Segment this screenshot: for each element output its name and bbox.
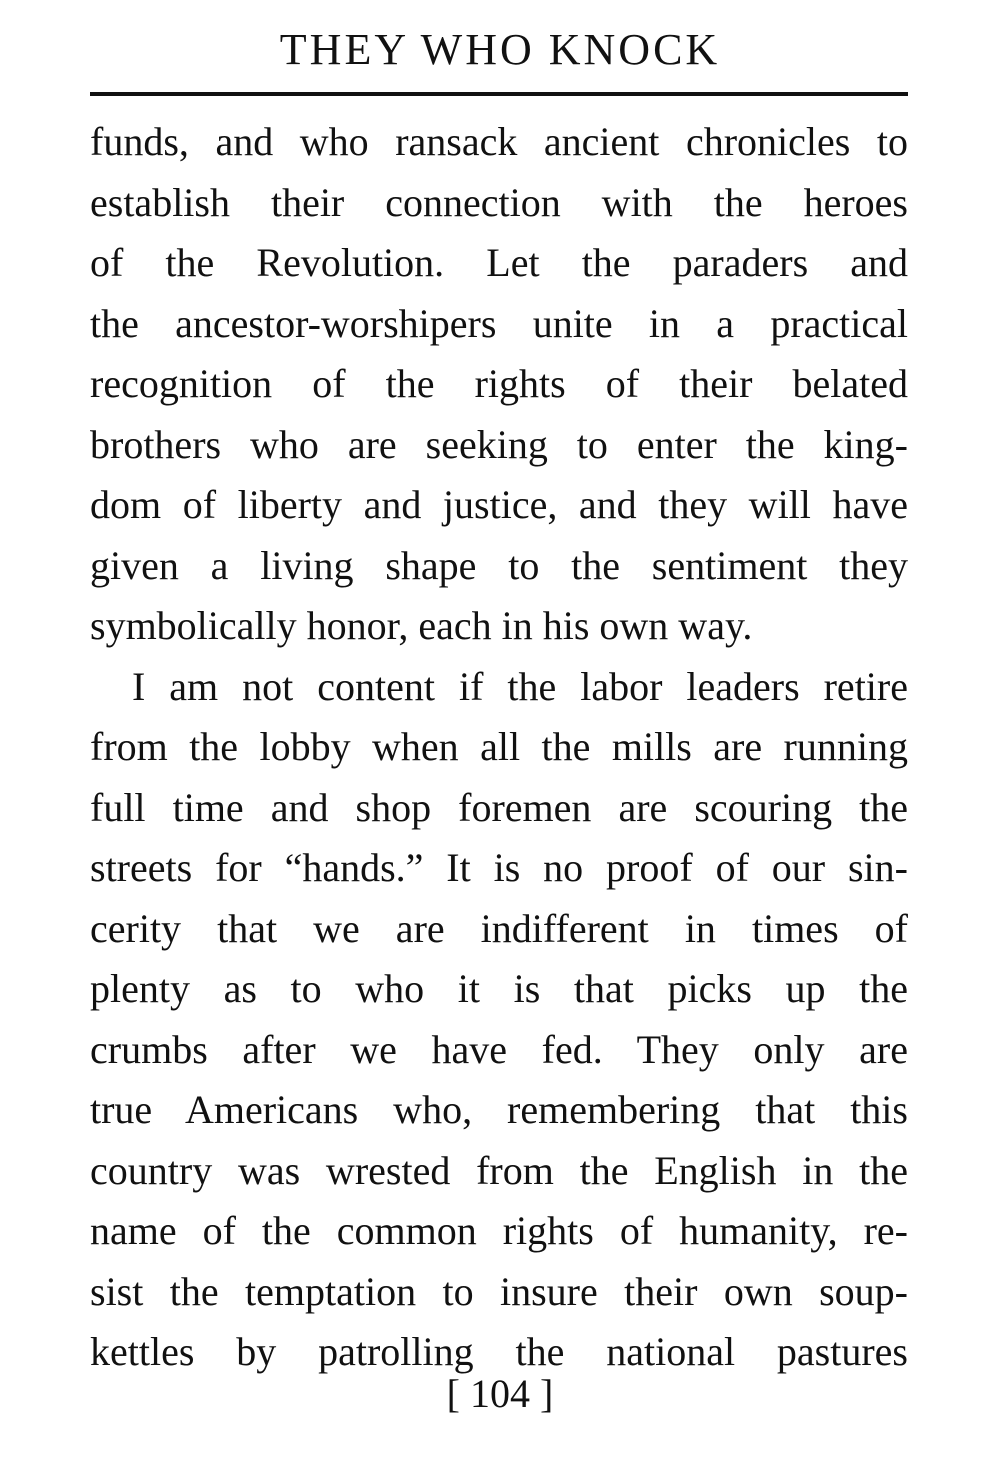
header-rule xyxy=(90,92,908,96)
text-line: brothers who are seeking to enter the king- xyxy=(90,421,908,467)
paragraph-2 xyxy=(90,657,908,1383)
paragraph-1 xyxy=(90,112,908,657)
running-head: THEY WHO KNOCK xyxy=(279,25,721,74)
text-line: country was wrested from the English in the xyxy=(90,1147,908,1193)
text-line: funds, and who ransack ancient chronicles to xyxy=(90,119,908,164)
text-line: sist the temptation to insure their own soup- xyxy=(90,1268,908,1314)
text-line: cerity that we are indifferent in times of xyxy=(90,905,908,951)
text-line: the ancestor-worshipers unite in a practical xyxy=(90,300,908,346)
text-line: I am not content if the labor leaders retire xyxy=(132,663,908,709)
text-line: name of the common rights of humanity, re- xyxy=(90,1208,908,1253)
text-line: symbolically honor, each in his own way. xyxy=(90,603,753,648)
text-line: recognition of the rights of their belated xyxy=(90,361,908,406)
text-line: plenty as to who it is that picks up the xyxy=(90,966,908,1011)
text-line: crumbs after we have fed. They only are xyxy=(90,1026,908,1072)
text-line: full time and shop foremen are scouring the xyxy=(90,784,908,830)
text-line: given a living shape to the sentiment they xyxy=(90,542,908,588)
text-line: streets for “hands.” It is no proof of our sin- xyxy=(90,845,908,890)
text-line: from the lobby when all the mills are running xyxy=(90,724,908,769)
text-line: true Americans who, remembering that this xyxy=(90,1087,908,1132)
text-line: kettles by patrolling the national pastures xyxy=(90,1329,908,1374)
body-text xyxy=(90,112,908,1383)
text-line: of the Revolution. Let the paraders and xyxy=(90,240,908,285)
text-line: dom of liberty and justice, and they will have xyxy=(90,482,908,527)
text-line: establish their connection with the heroes xyxy=(90,179,908,225)
page-number: [ 104 ] xyxy=(446,1371,554,1416)
